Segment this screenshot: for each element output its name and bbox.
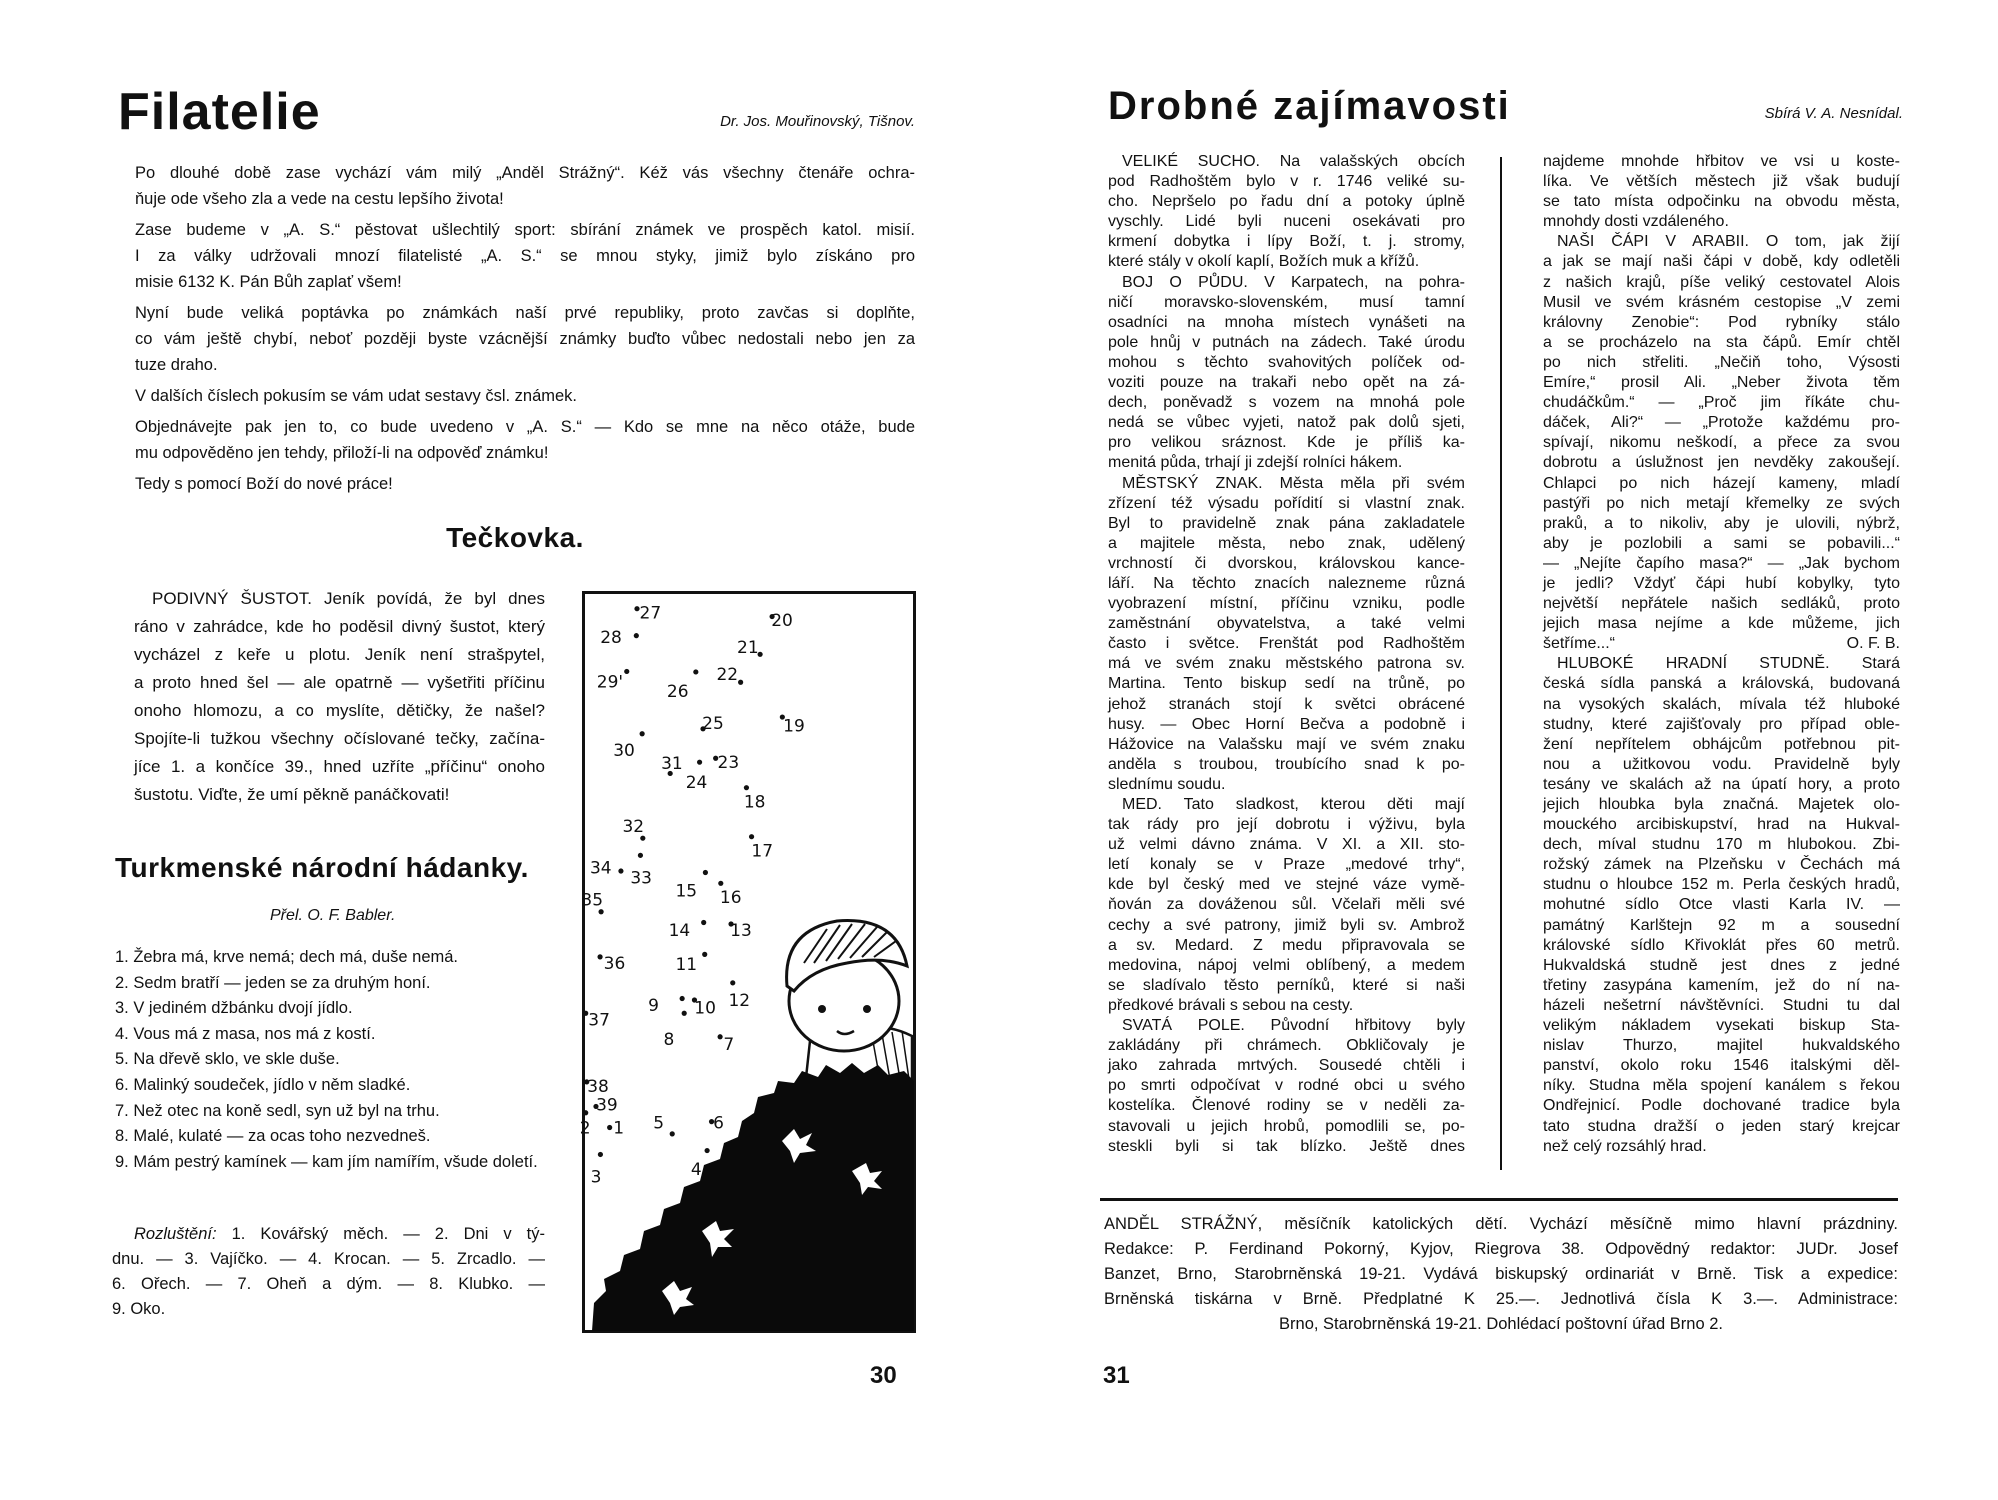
text-line: a proto hned šel — ale opatrně — vyšetřiti příčinu: [134, 673, 545, 692]
puzzle-dot: [705, 1148, 710, 1153]
text-line: pastýři po nich metají křemelky ze svých: [1543, 494, 1900, 512]
puzzle-number: 8: [663, 1030, 675, 1051]
text-line: vycházel z keře u plotu. Jeník není strašpytel,: [134, 645, 545, 664]
text-line: Emíre,“ prosil Ali. „Neber života těm: [1543, 374, 1900, 392]
puzzle-number: 39: [596, 1095, 618, 1116]
text-line: HLUBOKÉ HRADNÍ STUDNĚ. Stará: [1557, 655, 1900, 673]
text-line: po smrti odpočívat v rodné obci u svého: [1108, 1077, 1465, 1095]
text-line: mouckého arcibiskupství, hrad na Hukval-: [1543, 816, 1900, 834]
puzzle-number: 16: [719, 888, 742, 909]
text-line: Spojíte-li tužkou všechny očíslované tečky, začína-: [134, 729, 545, 748]
dot-puzzle-illustration: [579, 591, 916, 1333]
puzzle-dot: [597, 954, 602, 959]
text-line: medovina, nápoj velmi oblíbený, a medem: [1108, 956, 1465, 974]
colophon-rule: [1100, 1198, 1898, 1201]
solution-line: dnu. — 3. Vajíčko. — 4. Krocan. — 5. Zrcadlo. —: [112, 1250, 545, 1268]
text-line: zřízení též výsadu pořídití si vlastní znak.: [1108, 494, 1465, 512]
signature: O. F. B.: [1846, 635, 1900, 653]
solution-line: 6. Ořech. — 7. Oheň a dým. — 8. Klubko. —: [112, 1275, 545, 1293]
text-line: co vám ještě chybí, neboť později byste vzácnější známky buďto vůbec nedostali nebo jen za: [135, 330, 915, 348]
puzzle-dot: [670, 1131, 675, 1136]
puzzle-number: 9: [648, 995, 659, 1016]
text-line: jejich masa nejíme a kde můžeme, jich: [1543, 615, 1900, 633]
colophon: [1104, 1212, 1898, 1337]
puzzle-dot: [598, 1152, 603, 1157]
puzzle-dot: [607, 1125, 612, 1130]
text-line: studnu o hloubce 152 m. Perla českých hradů,: [1543, 876, 1900, 894]
text-line: a majitele města, nebo znak, udělený: [1108, 534, 1465, 552]
text-line: dáček, Ali?“ — „Protože každému pro-: [1543, 414, 1900, 432]
text-line: vrchností či dvorskou, královskou kance-: [1108, 554, 1465, 572]
puzzle-number: 29': [596, 672, 624, 693]
riddle-item: 8. Malé, kulaté — za ocas toho nezvedneš.: [115, 1127, 431, 1146]
text-line: misie 6132 K. Pán Bůh zaplať všem!: [135, 273, 402, 291]
text-line: často i světce. Frenštát pod Radhoštěm: [1108, 635, 1465, 653]
text-line: které stály v okolí kaplí, Božích muk a křížů.: [1108, 253, 1420, 271]
text-line: na vysokých skalách, mívala též hluboké: [1543, 695, 1900, 713]
puzzle-dot: [697, 760, 702, 765]
text-line: — „Nejíte čapího masa?“ — „Jak bychom: [1543, 554, 1900, 572]
text-line: památný Karlštejn 92 m a sousední: [1543, 916, 1900, 934]
puzzle-dot: [682, 1011, 687, 1016]
text-line: a sv. Medard. Z medu připravovala se: [1108, 936, 1465, 954]
riddle-item: 7. Než otec na koně sedl, syn už byl na trhu.: [115, 1101, 440, 1120]
text-line: V dalších číslech pokusím se vám udat sestavy čsl. známek.: [135, 387, 578, 405]
text-line: žení nepřítelem obhájcům potřebnou pit-: [1543, 735, 1900, 753]
text-line: krmení dobytka i lípy Boží, t. j. stromy,: [1108, 233, 1465, 251]
puzzle-number: 31: [661, 754, 683, 775]
text-line: pro velikou sráznost. Kde je příliš ka-: [1108, 434, 1465, 452]
text-line: kostelíka. Členové rodiny se v neděli za-: [1108, 1097, 1465, 1115]
text-line: tuze draho.: [135, 356, 218, 374]
text-line: se tato místa odpočinku na obvodu města,: [1543, 193, 1900, 211]
text-line: zakládány při chrámech. Obkličovaly je: [1108, 1037, 1465, 1055]
drobne-author: Sbírá V. A. Nesnídal.: [1764, 105, 1903, 122]
puzzle-dot: [618, 868, 623, 873]
puzzle-number: 25: [702, 713, 724, 734]
paragraph: [135, 383, 915, 409]
text-line: mohou s těchto svahovitých políček od-: [1108, 353, 1465, 371]
column-divider: [1500, 157, 1502, 1170]
puzzle-number: 36: [603, 954, 626, 975]
text-line: předkové brávali s sebou na cesty.: [1108, 996, 1354, 1014]
puzzle-number: 7: [723, 1035, 735, 1056]
colophon-line: ANDĚL STRÁŽNÝ, měsíčník katolických dětí. Vychází měsíčně mimo hlavní prázdniny.: [1104, 1215, 1898, 1233]
puzzle-number: 15: [675, 881, 698, 902]
puzzle-number: 32: [622, 816, 645, 837]
puzzle-number: 22: [716, 664, 739, 685]
text-line: onoho hlomozu, a co myslíte, dětičky, že našel?: [134, 701, 545, 720]
text-line: Musil ve svém krásném cestopise „V zemi: [1543, 293, 1900, 311]
text-line: najdeme mnohde hřbitov ve vsi u koste-: [1543, 153, 1900, 170]
puzzle-number: 35: [581, 890, 604, 911]
text-line: láří. Na těchto znacích nalezneme různá: [1108, 574, 1465, 592]
text-line: se sladívalo těsto perníků, které si naši: [1108, 976, 1465, 994]
text-line: stavovali u jejich hrobů, pomodlili se, po-: [1108, 1117, 1465, 1135]
article-paragraph: [1108, 273, 1465, 474]
puzzle-dot: [749, 834, 754, 839]
puzzle-number: 24: [685, 772, 708, 793]
page-number-left: 30: [870, 1362, 897, 1389]
text-line: chudáčkům.“ — „Proč jim říkáte chu-: [1543, 394, 1900, 412]
text-line: pole hnůj v putnách na zádech. Také úrodu: [1108, 333, 1465, 351]
text-line: vyobrazení místní, příčinu vzniku, podle: [1108, 595, 1465, 613]
solution-line: 9. Oko.: [112, 1300, 166, 1318]
text-line: ničí moravsko-slovenském, musí tamní: [1108, 293, 1465, 311]
text-line: jejich hloubka byla značná. Majetek olo-: [1543, 796, 1900, 813]
puzzle-dot: [701, 920, 706, 925]
colophon-line: Brněnská tiskárna v Brně. Předplatné K 25.—. Jednotlivá čísla K 3.—. Administrace:: [1104, 1290, 1898, 1308]
text-line: osadníci na mnoha místech vynášeti na: [1108, 313, 1465, 331]
text-line: MED. Tato sladkost, kterou děti mají: [1122, 796, 1465, 813]
text-line: nou a užitkovou vodu. Pravidelně byly: [1543, 755, 1900, 773]
section-title-teckovka: Tečkovka.: [446, 522, 584, 553]
puzzle-dot: [718, 881, 723, 886]
puzzle-number: 11: [675, 955, 698, 976]
puzzle-number: 30: [613, 740, 635, 761]
puzzle-dot: [744, 785, 749, 790]
text-line: šetříme...“ O. F. B.: [1543, 634, 1900, 654]
text-line: anděla s troubou, troubícího snad k po-: [1108, 755, 1465, 773]
paragraph: [135, 300, 915, 378]
text-line: níky. Studna měla spojení kanálem s řekou: [1543, 1077, 1900, 1095]
puzzle-number: 13: [730, 920, 752, 941]
article-paragraph: [1108, 1016, 1465, 1157]
text-line: a jak se mají naši čápi v době, kdy odletěli: [1543, 253, 1900, 271]
puzzle-number: 4: [690, 1160, 702, 1181]
article-paragraph: [1108, 152, 1465, 273]
text-line: BOJ O PŮDU. V Karpatech, na pohra-: [1122, 273, 1465, 291]
text-line: zaměstnání obyvatelstva, a také velmi: [1108, 615, 1465, 633]
puzzle-number: 6: [713, 1113, 724, 1134]
text-line: husy. — Obec Horní Bečva a podobně i: [1108, 715, 1465, 733]
text-line: než celý rozsáhlý hrad.: [1543, 1137, 1707, 1155]
text-line: Objednávejte pak jen to, co bude uvedeno v „A. S.“ — Kdo se mne na něco otáže, bude: [135, 418, 915, 436]
text-line: jako zahrada mrtvých. Sousedé chtěli i: [1108, 1057, 1465, 1075]
text-line: NAŠI ČÁPI V ARABII. O tom, jak žijí: [1557, 233, 1900, 251]
puzzle-number: 10: [694, 998, 716, 1019]
puzzle-dot: [703, 870, 708, 875]
text-line: královské sídlo Křivoklát přes 60 metrů.: [1543, 936, 1900, 954]
solution-line: Rozluštění: 1. Kovářský měch. — 2. Dni v tý-: [134, 1225, 545, 1243]
puzzle-number: 38: [587, 1076, 609, 1097]
text-line: házeli nešetrní návštěvníci. Studni tu dal: [1543, 996, 1900, 1014]
text-line: I za války udržovali mnozí filatelisté „A. S.“ se mnou styky, jimiž bylo získáno pro: [135, 247, 915, 265]
text-line: Martina. Tento biskup sedí na trůně, po: [1108, 675, 1465, 693]
puzzle-dot: [583, 1110, 588, 1115]
text-line: steskli byli si tak blízko. Ještě dnes: [1108, 1137, 1465, 1155]
paragraph: [135, 160, 915, 212]
text-line: cho. Nepršelo po řadu dní a potoky úplně: [1108, 193, 1465, 211]
text-line: slednímu soudu.: [1108, 775, 1226, 793]
text-line: už velmi dávno známa. V XI. a XII. sto-: [1108, 836, 1465, 854]
puzzle-number: 18: [743, 792, 766, 813]
section-title-drobne-zajimavosti: Drobné zajímavosti: [1108, 84, 1511, 128]
puzzle-dot: [693, 669, 698, 674]
page-number-right: 31: [1103, 1362, 1130, 1389]
hadanky-translator: Přel. O. F. Babler.: [270, 907, 396, 924]
text-line: tak rády pro její dobrotu i výživu, byla: [1108, 816, 1465, 834]
text-line: líka. Ve větších městech již však budují: [1543, 173, 1900, 191]
puzzle-dot: [730, 980, 735, 985]
text-line: tato studna dražší o jeden starý krejcar: [1543, 1117, 1900, 1135]
riddle-item: 9. Mám pestrý kamínek — kam jím namířím, všude doletí.: [115, 1152, 538, 1171]
text-line: Ondřejnicí. Podle dochované tradice byla: [1543, 1097, 1900, 1115]
puzzle-number: 28: [600, 628, 622, 649]
text-line: dech, míval studnu 170 m hlubokou. Zbi-: [1543, 836, 1900, 854]
riddle-item: 2. Sedm bratří — jeden se za druhým honí.: [115, 973, 431, 992]
puzzle-number: 14: [668, 920, 691, 941]
puzzle-number: 1: [613, 1118, 625, 1139]
article-paragraph: [1543, 654, 1900, 1156]
puzzle-dot: [738, 680, 743, 685]
text-line: ňuje ode všeho zla a vede na cestu lepšího života!: [135, 190, 504, 208]
text-line: MĚSTSKÝ ZNAK. Města měla při svém: [1122, 474, 1465, 492]
paragraph: [135, 217, 915, 295]
article-paragraph: [1108, 474, 1465, 796]
riddle-item: 4. Vous má z masa, nos má z kostí.: [115, 1024, 376, 1043]
colophon-line: Redakce: P. Ferdinand Pokorný, Kyjov, Riegrova 38. Odpovědný redaktor: JUDr. Josef: [1104, 1240, 1898, 1258]
riddle-item: 1. Žebra má, krve nemá; dech má, duše nemá.: [115, 948, 458, 966]
text-line: Chlapci po nich házejí kameny, mladí: [1543, 474, 1900, 492]
filatelie-body: [135, 160, 915, 502]
text-line: SVATÁ POLE. Původní hřbitovy byly: [1122, 1017, 1465, 1035]
text-line: kde byl český med ve stejné váze vymě-: [1108, 876, 1465, 894]
riddle-item: 5. Na dřevě sklo, ve skle duše.: [115, 1050, 340, 1069]
riddle-solution: [112, 1222, 545, 1322]
text-line: mohutné sídlo Otce vlasti Karla IV. —: [1543, 896, 1900, 914]
text-line: rožský zámek na Plzeňsku v Čechách má: [1543, 856, 1900, 874]
text-line: ňován za dováženou sůl. Včelaři měli své: [1108, 896, 1465, 914]
puzzle-number: 17: [751, 841, 774, 862]
text-line: Po dlouhé době zase vychází vám milý „Anděl Strážný“. Kéž vás všechny čtenáře ochra-: [135, 164, 915, 182]
text-line: jíce 1. a končíce 39., hned uzříte „příčinu“ onoho: [134, 757, 545, 776]
text-line: spívají, nikomu neškodí, a přece za svou: [1543, 434, 1900, 452]
text-line: česká sídla panská a královská, budovaná: [1543, 675, 1900, 693]
text-line: praků, a to nikoliv, aby je ulovili, nýbrž,: [1543, 514, 1900, 532]
text-line: je jedli? Vždyť čápi hubí kobylky, tyto: [1543, 574, 1900, 592]
puzzle-number: 2: [579, 1118, 591, 1139]
text-line: šustotu. Viďte, že umí pěkně panáčkovati!: [134, 785, 450, 804]
text-line: třetiny zasypána kamením, jež do ní na-: [1543, 976, 1900, 994]
puzzle-number: 33: [630, 868, 652, 889]
text-line: má ve svém znaku městského patrona sv.: [1108, 655, 1465, 673]
text-line: panství, okolo roku 1546 italskými děl-: [1543, 1057, 1900, 1075]
text-line: tesány ve skalách až na úpatí hory, a proto: [1543, 775, 1900, 793]
text-line: z našich krajů, píše veliký cestovatel Alois: [1543, 273, 1900, 291]
text-line: Tedy s pomocí Boží do nové práce!: [135, 475, 393, 493]
puzzle-number: 19: [783, 716, 805, 737]
text-line: ráno v zahrádce, kde ho poděsil divný šustot, který: [134, 617, 545, 636]
article-paragraph: [1543, 232, 1900, 654]
section-title-filatelie: Filatelie: [118, 83, 321, 141]
text-line: menitá půda, trhají ji zdejší rolníci hákem.: [1108, 454, 1403, 472]
text-line: pod Radhoštěm bylo v r. 1746 veliké su-: [1108, 173, 1465, 191]
puzzle-dot: [718, 1034, 723, 1039]
text-line: mu odpověděno jen tehdy, přiloží-li na odpověď známku!: [135, 444, 549, 462]
filatelie-author: Dr. Jos. Mouřinovský, Tišnov.: [720, 113, 915, 130]
text-line: Byl to pravidelně znak pána zakladatele: [1108, 514, 1465, 532]
puzzle-dot: [640, 731, 645, 736]
riddle-item: 3. V jediném džbánku dvojí jídlo.: [115, 999, 353, 1018]
article-paragraph: [1108, 795, 1465, 1016]
text-line: studny, které zajišťovaly pro případ oble-: [1543, 715, 1900, 733]
solution-label: Rozluštění:: [134, 1225, 217, 1243]
text-line: VELIKÉ SUCHO. Na valašských obcích: [1122, 153, 1465, 170]
puzzle-number: 26: [666, 682, 689, 703]
text-line: mnohdy dosti vzdáleného.: [1543, 213, 1729, 231]
puzzle-number: 27: [639, 603, 662, 624]
text-line: cechy a své patrony, jimiž byli sv. Ambrož: [1108, 916, 1465, 934]
puzzle-dot: [680, 996, 685, 1001]
text-line: dobrotu a úslužnost jen nevděky zakoušejí.: [1543, 454, 1900, 472]
article-paragraph: [1543, 152, 1900, 232]
puzzle-dot: [702, 952, 707, 957]
paragraph: [135, 471, 915, 497]
puzzle-dot: [638, 853, 643, 858]
text-line: voziti pouze na trakaři nebo opět na zá-: [1108, 374, 1465, 392]
text-line: vyschly. Lidé byli nuceni osekávati pro: [1108, 213, 1465, 231]
riddle-list: [115, 945, 547, 1175]
text-line: a se procházelo na sta čápů. Emír chtěl: [1543, 333, 1900, 351]
text-line: PODIVNÝ ŠUSTOT. Jeník povídá, že byl dnes: [152, 589, 545, 608]
text-line: po nich střeliti. „Nečiň toho, Výsosti: [1543, 353, 1900, 371]
puzzle-number: 23: [717, 753, 740, 774]
text-line: jehož stranách stojí k světci obrácené: [1108, 695, 1465, 713]
puzzle-number: 34: [589, 858, 612, 879]
column-2: [1543, 152, 1900, 1157]
puzzle-number: 37: [588, 1010, 610, 1031]
text-line: velikým nákladem vysekati biskup Sta-: [1543, 1017, 1900, 1035]
paragraph: [135, 414, 915, 466]
text-line: nedá se vůbec vyjeti, natož pak dolů sjeti,: [1108, 414, 1465, 432]
column-1: [1108, 152, 1465, 1157]
puzzle-number: 5: [653, 1113, 665, 1134]
text-line: královny Zenobie“: Pod rybníky stálo: [1543, 313, 1900, 331]
text-line: dech, poněvadž s vozem na mnohá pole: [1108, 394, 1465, 412]
text-line: Hážovice na Valašsku mají ve svém znaku: [1108, 735, 1465, 753]
text-line: nislav Thurzo, majitel hukvaldského: [1543, 1037, 1900, 1055]
riddle-item: 6. Malinký soudeček, jídlo v něm sladké.: [115, 1075, 411, 1094]
text-line: největší nepřátele našich sedláků, proto: [1543, 595, 1900, 613]
text-line: Hukvaldská studně jest dnes z jedné: [1543, 956, 1900, 974]
section-title-hadanky: Turkmenské národní hádanky.: [115, 852, 529, 883]
text-line: Nyní bude veliká poptávka po známkách naší prvé republiky, proto zavčas si doplňte,: [135, 304, 915, 322]
text-line: Zase budeme v „A. S.“ pěstovat ušlechtilý sport: sbírání známek ve prospěch katol. misií.: [135, 221, 915, 239]
puzzle-number: 12: [728, 991, 751, 1012]
text-line: letí konaly se v Praze „medové trhy“,: [1108, 856, 1465, 874]
text-line: aby je pozlobili a sami se pobavili...“: [1543, 534, 1900, 552]
puzzle-number: 3: [590, 1167, 602, 1188]
puzzle-dot: [634, 633, 639, 638]
teckovka-intro: [134, 585, 545, 809]
puzzle-number: 20: [771, 610, 793, 631]
colophon-line: Brno, Starobrněnská 19-21. Dohlédací poštovní úřad Brno 2.: [1279, 1315, 1723, 1333]
puzzle-dot: [624, 669, 629, 674]
puzzle-number: 21: [737, 637, 759, 658]
colophon-line: Banzet, Brno, Starobrněnská 19-21. Vydává biskupský ordinariát v Brně. Tisk a expedice:: [1104, 1265, 1898, 1283]
